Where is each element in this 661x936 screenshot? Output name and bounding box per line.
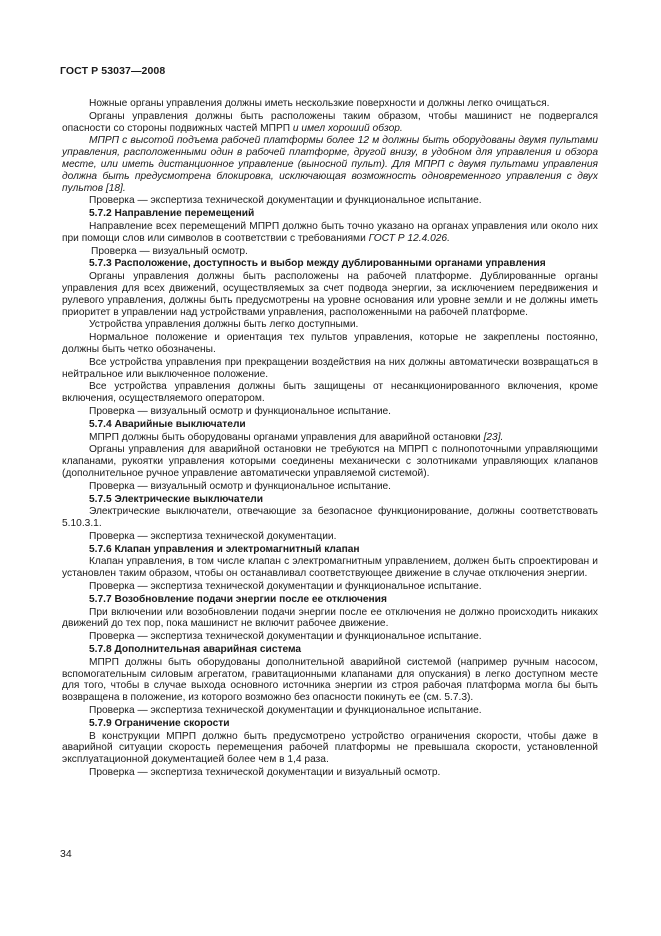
paragraph: Проверка — экспертиза технической документации. [89,530,337,542]
section-heading-5-7-2: 5.7.2 Направление перемещений [89,208,255,220]
paragraph: Ножные органы управления должны иметь нескользкие поверхности и должны легко очищаться. [89,98,550,109]
paragraph: Проверка — экспертиза технической документации и функциональное испытание. [89,195,482,207]
paragraph: В конструкции МПРП должно быть предусмотрено устройство ограничения скорости, чтобы даже в аварийной ситуации скорость перемещения рабочей платформы не превышала скорости, установленной эксплуатационной документацией более чем в 1,4 раза. [62,730,598,766]
paragraph: Проверка — визуальный осмотр. [91,245,248,257]
section-heading-5-7-7: 5.7.7 Возобновление подачи энергии после ее отключения [89,593,387,605]
document-body [62,98,598,780]
paragraph: Органы управления должны быть расположены таким образом, чтобы машинист не подвергался опасности со стороны подвижных частей МПРП и имел хороший обзор. [62,110,598,134]
paragraph: Направление всех перемещений МПРП должно быть точно указано на органах управления или около них при помощи слов или символов в соответствии с требованиями ГОСТ Р 12.4.026. [62,220,598,244]
paragraph: МПРП должны быть оборудованы органами управления для аварийной остановки [23]. [89,431,504,443]
paragraph: Проверка — экспертиза технической документации и визуальный осмотр. [89,767,441,779]
paragraph: Органы управления должны быть расположены на рабочей платформе. Дублированные органы управления для всех движений, осуществляемых за счет подвода энергии, за исключением передвижения и рулевого управления, должны быть предусмотрены на уровне основания или уровне земли и не должны иметь приоритет в управлении над устройствами управления, расположенными на рабочей платформе. [62,271,598,318]
paragraph: Органы управления для аварийной остановки не требуются на МПРП с полнопоточными управляющими клапанами, рукоятки управления которыми соединены механически с золотниками управляющих клапанов (дополнительное ручное управление автоматически управляемой системой). [62,444,598,479]
section-heading-5-7-9: 5.7.9 Ограничение скорости [89,717,230,729]
paragraph: Проверка — экспертиза технической документации и функциональное испытание. [89,581,482,593]
paragraph: Устройства управления должны быть легко доступными. [89,319,359,331]
paragraph: Проверка — визуальный осмотр и функциональное испытание. [89,480,392,492]
section-heading-5-7-4: 5.7.4 Аварийные выключатели [89,418,246,430]
page-number: 34 [60,848,72,860]
section-heading-5-7-5: 5.7.5 Электрические выключатели [89,493,263,505]
paragraph: Проверка — визуальный осмотр и функциональное испытание. [89,405,392,417]
paragraph-italic: МПРП с высотой подъема рабочей платформы более 12 м должны быть оборудованы двумя пультами управления, расположенными один в рабочей платформе, другой внизу, в удобном для управления и обзора месте, или иметь дистанционное управление (выносной пульт). Для МПРП с двумя пультами управления должна быть предусмотрена блокировка, исключающая возможность одновременного управления с двух пультов [18]. [62,135,598,194]
paragraph: При включении или возобновлении подачи энергии после ее отключения не должно происходить никаких движений до тех пор, пока машинист не включит рабочее движение. [62,606,598,630]
document-header: ГОСТ Р 53037—2008 [60,65,166,77]
paragraph: Все устройства управления при прекращении воздействия на них должны автоматически возвращаться в нейтральное или выключенное положение. [62,356,598,380]
paragraph: Все устройства управления должны быть защищены от несанкционированного включения, кроме включения, осуществляемого оператором. [62,381,598,405]
section-heading-5-7-8: 5.7.8 Дополнительная аварийная система [89,644,302,656]
paragraph: Проверка — экспертиза технической документации и функциональное испытание. [89,631,482,643]
paragraph: Проверка — экспертиза технической документации и функциональное испытание. [89,705,482,717]
paragraph: Клапан управления, в том числе клапан с электромагнитным управлением, должен быть спроектирован и установлен таким образом, чтобы он останавливал соответствующее движение в случае отключения энергии. [62,556,598,580]
paragraph: Нормальное положение и ориентация тех пультов управления, которые не закреплены постоянно, должны быть четко обозначены. [62,332,598,355]
section-heading-5-7-3: 5.7.3 Расположение, доступность и выбор между дублированными органами управления [89,258,546,270]
section-heading-5-7-6: 5.7.6 Клапан управления и электромагнитный клапан [89,543,360,555]
paragraph: МПРП должны быть оборудованы дополнительной аварийной системой (например ручным насосом, вспомогательным силовым агрегатом, гравитационными клапанами для опускания) в легко доступном месте для того, чтобы в случае выхода основного источника энергии из строя рабочая платформа могла бы быть возвращена в положение, из которого возможно без опасности покинуть ее (см. 5.7.3). [62,656,598,704]
paragraph: Электрические выключатели, отвечающие за безопасное функционирование, должны соответствовать 5.10.3.1. [62,506,598,530]
